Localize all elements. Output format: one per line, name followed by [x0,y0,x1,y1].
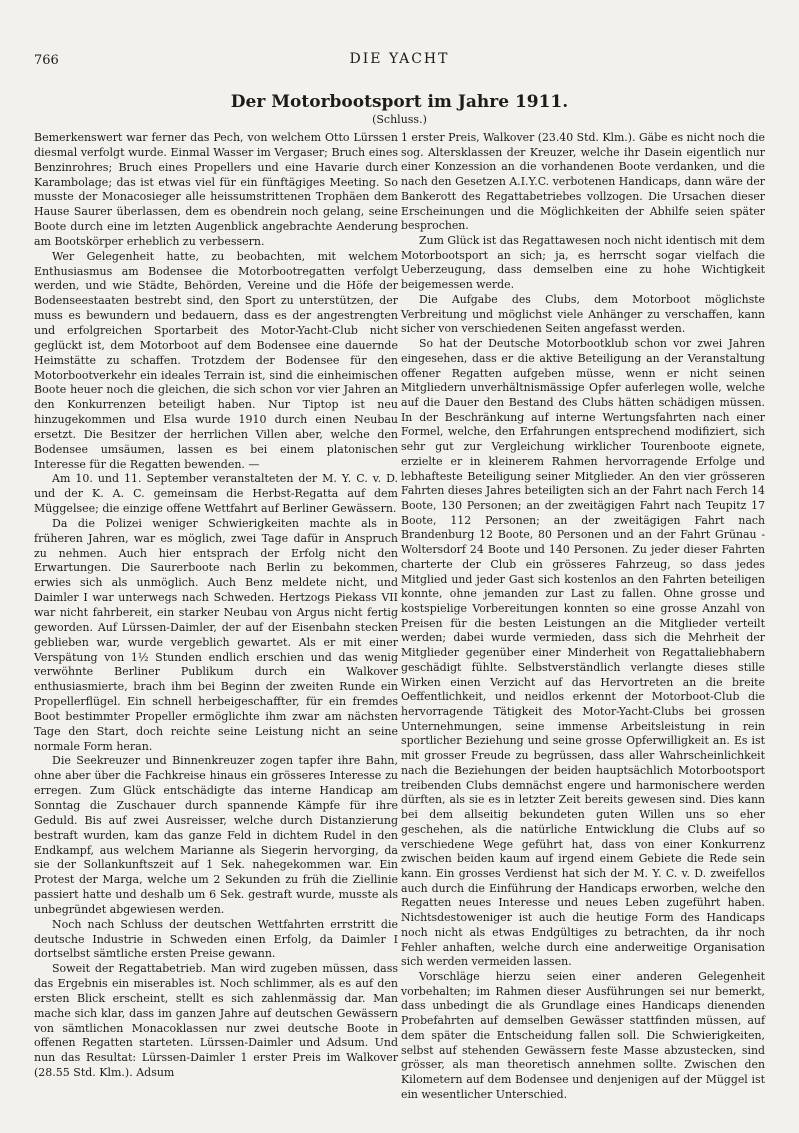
running-head: DIE YACHT [349,51,450,67]
paragraph: Bemerkenswert war ferner das Pech, von welchem Otto Lürssen diesmal verfolgt wurde. Einmal Wasser im Vergaser; Bruch eines Benzinrohres; Bruch eines Propellers und eine Havarie durch Karambolage; das ist etwas viel für ein fünftägiges Meeting. So musste der Monacosieger alle heissumstrittenen Trophäen dem Hause Saurer überlassen, dem es obendrein noch gelang, seine Boote durch eine im letzten Augenblick angebrachte Aenderung am Bootskörper erheblich zu verbessern. [34,131,398,248]
page-number: 766 [34,53,59,68]
paragraph: Die Seekreuzer und Binnenkreuzer zogen tapfer ihre Bahn, ohne aber über die Fachkreise hinaus ein grösseres Interesse zu erregen. Zum Glück entschädigte das interne Handicap am Sonntag die Zuschauer durch spannende Kämpfe für ihre Geduld. Bis auf zwei Ausreisser, welche durch Distanzierung bestraft wurden, kam das ganze Feld in dichtem Rudel in den Endkampf, aus welchem Marianne als Siegerin hervorging, da sie der Sollankunftszeit auf 1 Sek. nahegekommen war. Ein Protest der Marga, welche um 2 Sekunden zu früh die Ziellinie passiert hatte und deshalb um 6 Sek. gestraft wurde, musste als unbegründet abgewiesen werden. [34,754,398,916]
paragraph: Vorschläge hierzu seien einer anderen Gelegenheit vorbehalten; im Rahmen dieser Ausführungen sei nur bemerkt, dass unbedingt die als Grundlage eines Handicaps dienenden Probefahrten auf demselben Gewässer stattfinden müssen, auf dem später die Entscheidung fallen soll. Die Schwierigkeiten, selbst auf stehenden Gewässern feste Masse abzustecken, sind grösser, als man theoretisch annehmen sollte. Zwischen den Kilometern auf dem Bodensee und denjenigen auf der Müggel ist ein wesentlicher Unterschied. [401,969,765,1101]
right-column [401,131,765,1102]
paragraph: Wer Gelegenheit hatte, zu beobachten, mit welchem Enthusiasmus am Bodensee die Motorbootregatten verfolgt werden, und wie Städte, Behörden, Vereine und die Höfe der Bodenseestaaten bestrebt sind, den Sport zu unterstützen, der muss es bewundern und bedauern, dass es der angestrengten und erfolgreichen Sportarbeit des Motor-Yacht-Club nicht geglückt ist, dem Motorboot auf dem Bodensee eine dauernde Heimstätte zu schaffen. Trotzdem der Bodensee für den Motorbootverkehr ein ideales Terrain ist, sind die einheimischen Boote heuer noch die gleichen, die sich schon vor vier Jahren an den Konkurrenzen beteiligt haben. Nur Tiptop ist neu hinzugekommen und Elsa wurde 1910 durch einen Neubau ersetzt. Die Besitzer der herrlichen Villen aber, welche den Bodensee umsäumen, lassen es bei einem platonischen Interesse für die Regatten bewenden. — [34,249,398,471]
article-title: Der Motorbootsport im Jahre 1911. [230,92,569,112]
paragraph: Am 10. und 11. September veranstalteten der M. Y. C. v. D. und der K. A. C. gemeinsam die Herbst-Regatta auf dem Müggelsee; die einzige offene Wettfahrt auf Berliner Gewässern. [34,472,398,516]
paragraph: 1 erster Preis, Walkover (23.40 Std. Klm.). Gäbe es nicht noch die sog. Altersklassen der Kreuzer, welche ihr Dasein eigentlich nur einer Konzession an die vorhandenen Boote verdanken, und die nach den Gesetzen A.I.Y.C. verbotenen Handicaps, dann wäre der Bankerott des Regattabetriebes vollzogen. Die Ursachen dieser Erscheinungen und die Möglichkeiten der Abhilfe seien später besprochen. [401,131,766,233]
article-subtitle: (Schluss.) [372,113,427,126]
left-column [34,131,398,1081]
paragraph: Soweit der Regattabetrieb. Man wird zugeben müssen, dass das Ergebnis ein miserables ist. Noch schlimmer, als es auf den ersten Blick erscheint, stellt es sich zahlenmässig dar. Man mache sich klar, dass im ganzen Jahre auf deutschen Gewässern von sämtlichen Monacoklassen nur zwei deutsche Boote in offenen Regatten starteten. Lürssen-Daimler und Adsum. Und nun das Resultat: Lürssen-Daimler 1 erster Preis im Walkover (28.55 Std. Klm.). Adsum [34,962,398,1080]
paragraph: Zum Glück ist das Regattawesen noch nicht identisch mit dem Motorbootsport an sich; ja, es herrscht sogar vielfach die Ueberzeugung, dass demselben eine zu hohe Wichtigkeit beigemessen werde. [401,234,765,292]
paragraph: Die Aufgabe des Clubs, dem Motorboot möglichste Verbreitung und möglichst viele Anhänger zu verschaffen, kann sicher von verschiedenen Seiten angefasst werden. [401,292,765,336]
paragraph: So hat der Deutsche Motorbootklub schon vor zwei Jahren eingesehen, dass er die aktive Beteiligung an der Veranstaltung offener Regatten aufgeben müsse, wenn er nicht seinen Mitgliedern unverhältnismässige Opfer auferlegen wolle, welche auf die Dauer den Bestand des Clubs hätten schädigen müssen. In der Beschränkung auf interne Wertungsfahrten nach einer Formel, welche, den Erfahrungen entsprechend modifiziert, sich sehr gut zur Vergleichung wirklicher Tourenboote eignete, erzielte er in kleinerem Rahmen hervorragende Erfolge und lebhafteste Beteiligung seiner Mitglieder. An den vier grösseren Fahrten dieses Jahres beteiligten sich an der Fahrt nach Ferch 14 Boote, 130 Personen; an der zweitägigen Fahrt nach Teupitz 17 Boote, 112 Personen; an der zweitägigen Fahrt nach Brandenburg 12 Boote, 80 Personen und an der Fahrt Grünau - Woltersdorf 24 Boote und 140 Personen. Zu jeder dieser Fahrten charterte der Club ein grösseres Fahrzeug, so dass jedes Mitglied und jeder Gast sich kostenlos an den Fahrten beteiligen konnte, ohne jemanden zur Last zu fallen. Ohne grosse und kostspielige Vorbereitungen konnten so eine grosse Anzahl von Preisen für die besten Leistungen an die Mitglieder verteilt werden; dabei wurde vermieden, dass sich die Mehrheit der Mitglieder gegenüber einer Minderheit von Regattaliebhabern geschädigt fühlte. Selbstverständlich verlangte dieses stille Wirken einen Verzicht auf das Hervortreten an die breite Oeffentlichkeit, und neidlos erkennt der Motorboot-Club die hervorragende Tätigkeit des Motor-Yacht-Clubs bei grossen Unternehmungen, seine immense Arbeitsleistung in rein sportlicher Beziehung und seine grosse Opferwilligkeit an. Es ist mit grosser Freude zu begrüssen, dass aller Wahrscheinlichkeit nach die Beziehungen der beiden hauptsächlich Motorbootsport treibenden Clubs demnächst engere und harmonischere werden dürften, als sie es in letzter Zeit bereits gewesen sind. Dies kann bei dem allseitig bekundeten guten Willen uns so eher geschehen, als die natürliche Entwicklung die Clubs auf so verschiedene Wege geführt hat, dass von einer Konkurrenz zwischen beiden kaum auf irgend einem Gebiete die Rede sein kann. Ein grosses Verdienst hat sich der M. Y. C. v. D. zweifellos auch durch die Einführung der Handicaps erworben, welche den Regatten neues Interesse und neues Leben zugeführt haben. Nichtsdestoweniger ist auch die heutige Form des Handicaps noch nicht als etwas Endgültiges zu betrachten, da ihr noch Fehler anhaften, welche durch eine anderweitige Organisation sich werden vermeiden lassen. [401,337,765,969]
paragraph: Da die Polizei weniger Schwierigkeiten machte als in früheren Jahren, war es möglich, zwei Tage dafür in Anspruch zu nehmen. Auch hier entsprach der Erfolg nicht den Erwartungen. Die Saurerboote nach Berlin zu bekommen, erwies sich als unmöglich. Auch Benz meldete nicht, und Daimler I war unterwegs nach Schweden. Hertzogs Piekass VII war nicht fahrbereit, ein starker Neubau von Argus nicht fertig geworden. Auf Lürssen-Daimler, der auf der Eisenbahn stecken geblieben war, wurde vergeblich gewartet. Als er mit einer Verspätung von 1½ Stunden endlich erschien und das wenig verwöhnte Berliner Publikum durch ein Walkover enthusiasmierte, brach ihm bei Beginn der zweiten Runde ein Propellerflügel. Ein schnell herbeigeschaffter, für ein fremdes Boot bestimmter Propeller ermöglichte ihm zwar am nächsten Tage den Start, doch reichte seine Leistung nicht an seine normale Form heran. [34,516,398,753]
paragraph: Noch nach Schluss der deutschen Wettfahrten errstritt die deutsche Industrie in Schweden einen Erfolg, da Daimler I dortselbst sämtliche ersten Preise gewann. [34,917,398,961]
